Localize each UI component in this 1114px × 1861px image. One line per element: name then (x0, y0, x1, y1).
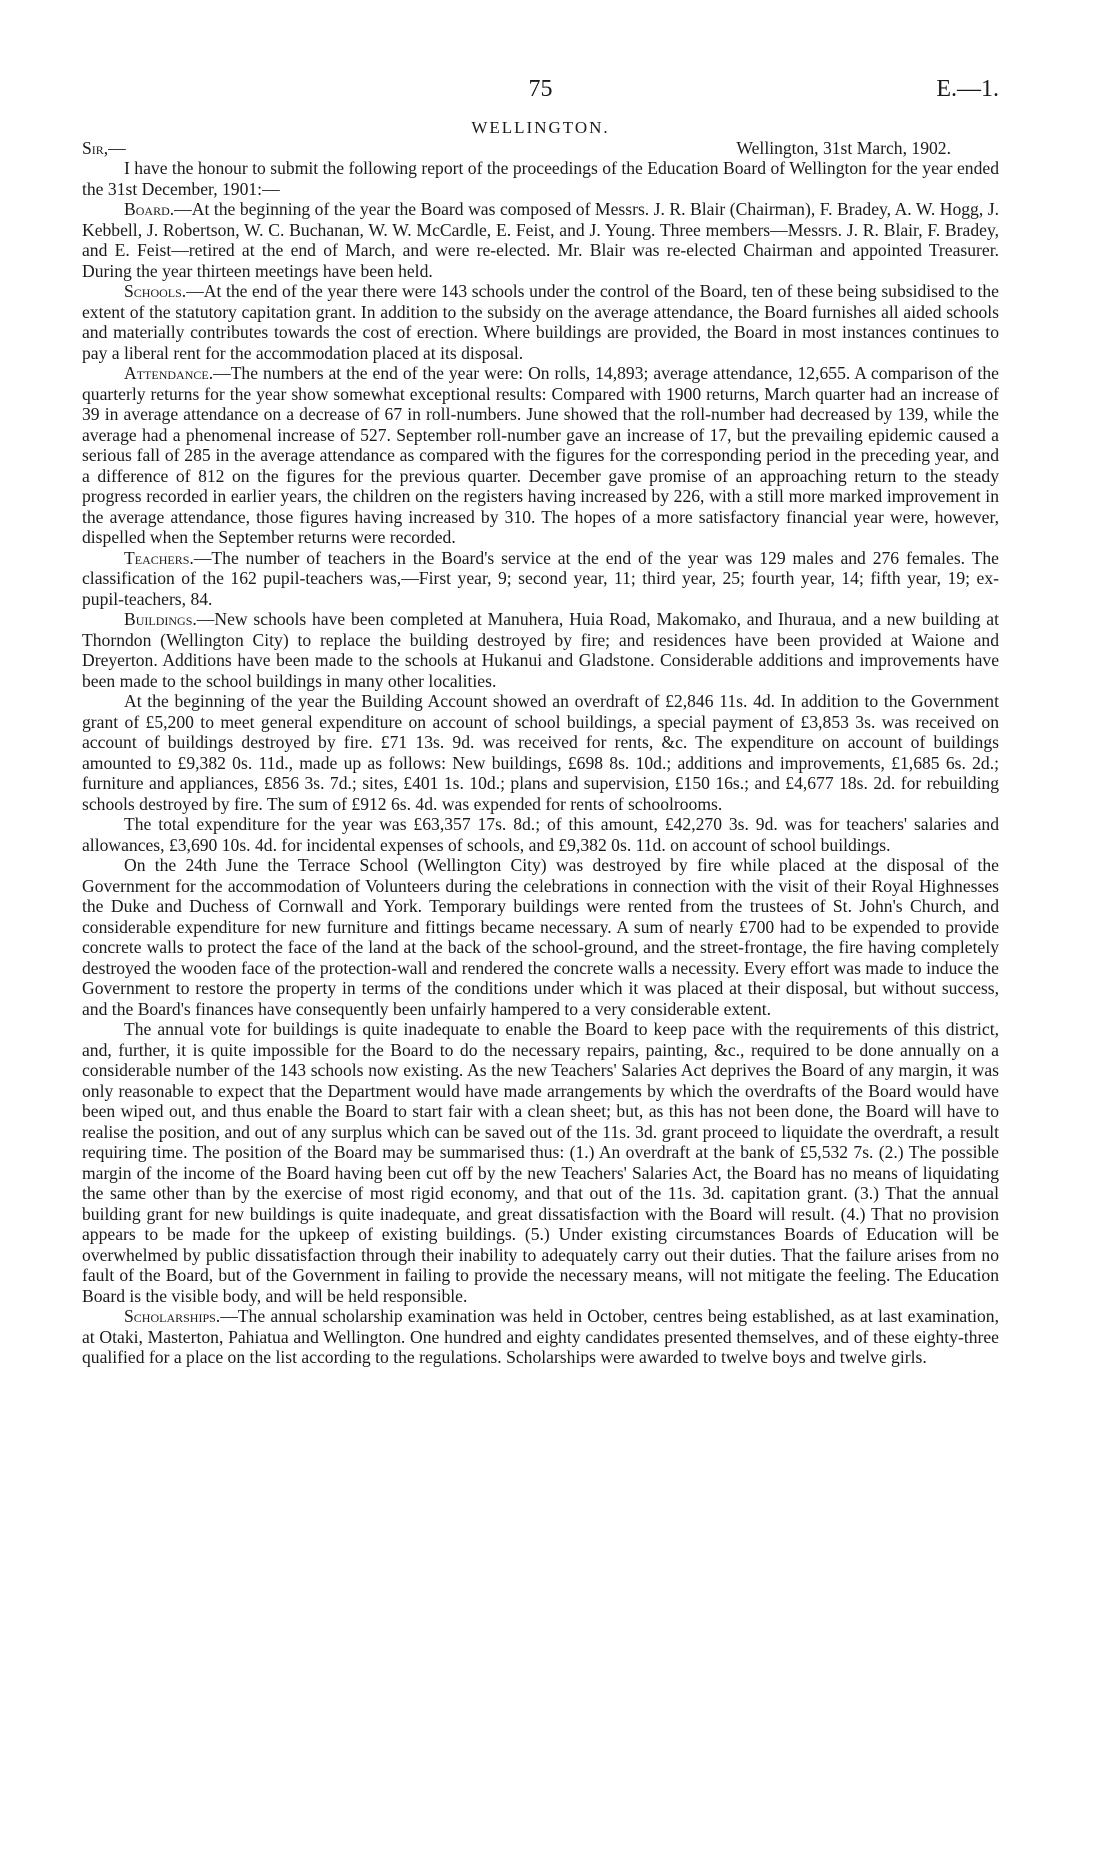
paragraph-attendance (82, 363, 999, 548)
report-body (82, 158, 999, 1368)
paragraph-text: At the beginning of the year the Building Account showed an overdraft of £2,846 11s. 4d. In addition to the Government grant of £5,200 to meet general expenditure on account of school buildings, a special payment of £3,853 3s. was received on account of buildings destroyed by fire. £71 13s. 9d. was received for rents, &c. The expenditure on account of buildings amounted to £9,382 0s. 11d., made up as follows: New buildings, £698 8s. 10d.; additions and improvements, £1,685 6s. 2d.; furniture and appliances, £856 3s. 7d.; sites, £401 1s. 10d.; plans and supervision, £150 16s.; and £4,677 18s. 2d. for rebuilding schools destroyed by fire. The sum of £912 6s. 4d. was expended for rents of schoolrooms. (82, 691, 999, 814)
section-lead: Schools. (124, 281, 187, 301)
page-number: 75 (528, 76, 553, 102)
paragraph-total-expenditure (82, 814, 999, 855)
paragraph-text: The annual vote for buildings is quite inadequate to enable the Board to keep pace with the requirements of this district, and, further, it is quite impossible for the Board to do the necessary repairs, painting, &c., required to be done annually on a considerable number of the 143 schools now existing. As the new Teachers' Salaries Act deprives the Board of any margin, it was only reasonable to expect that the Department would have made arrangements by which the overdrafts of the Board would have been wiped out, and thus enable the Board to start fair with a clean sheet; but, as this has not been done, the Board will have to realise the position, and out of any surplus which can be saved out of the 11s. 3d. grant proceed to liquidate the overdraft, a result requiring time. The position of the Board may be summarised thus: (1.) An overdraft at the bank of £5,532 7s. (2.) The possible margin of the income of the Board having been cut off by the new Teachers' Salaries Act, the Board has no means of liquidating the same other than by the exercise of most rigid economy, and that out of the 11s. 3d. capitation grant. (3.) That the annual building grant for new buildings is quite inadequate, and great dissatisfaction with the Board will result. (4.) That no provision appears to be made for the upkeep of existing buildings. (5.) Under existing circumstances Boards of Education will be overwhelmed by public dissatisfaction through their inability to adequately carry out their duties. That the failure arises from no fault of the Board, but of the Government in failing to provide the necessary means, will not mitigate the feeling. The Education Board is the visible body, and will be held responsible. (82, 1019, 999, 1306)
section-lead: Scholarships. (124, 1306, 221, 1326)
paragraph-text: —The number of teachers in the Board's service at the end of the year was 129 males and 276 females. The classification of the 162 pupil-teachers was,—First year, 9; second year, 11; third year, 25; fourth year, 14; fifth year, 19; ex-pupil-teachers, 84. (82, 547, 999, 609)
paragraph-annual-vote (82, 1019, 999, 1306)
paragraph-text: —New schools have been completed at Manuhera, Huia Road, Makomako, and Ihuraua, and a new building at Thorndon (Wellington City) to replace the building destroyed by fire; and residences have been provided at Waione and Dreyerton. Additions have been made to the schools at Hukanui and Gladstone. Considerable additions and improvements have been made to the school buildings in many other localities. (82, 609, 999, 691)
paragraph-text: —The annual scholarship examination was held in October, centres being established, as at last examination, at Otaki, Masterton, Pahiatua and Wellington. One hundred and eighty candidates presented themselves, and of these eighty-three qualified for a place on the list according to the regulations. Scholarships were awarded to twelve boys and twelve girls. (82, 1306, 999, 1367)
salutation-row (82, 138, 999, 158)
paragraph-text: —At the beginning of the year the Board was composed of Messrs. J. R. Blair (Chairman), F. Bradey, A. W. Hogg, J. Kebbell, J. Robertson, W. C. Buchanan, W. W. McCardle, E. Feist, and J. Young. Three members—Messrs. J. R. Blair, F. Bradey, and E. Feist—retired at the end of March, and were re-elected. Mr. Blair was re-elected Chairman and appointed Treasurer. During the year thirteen meetings have been held. (82, 199, 999, 281)
paragraph-board (82, 199, 999, 281)
paragraph-scholarships (82, 1306, 999, 1368)
paragraph-teachers (82, 548, 999, 610)
page-header (82, 70, 999, 114)
series-code: E.—1. (936, 76, 999, 102)
section-lead: Board. (124, 199, 175, 219)
paragraph-schools (82, 281, 999, 363)
paragraph-text: I have the honour to submit the following report of the proceedings of the Education Board of Wellington for the year ended the 31st December, 1901:— (82, 158, 999, 199)
document-page (82, 70, 999, 1368)
paragraph-terrace-school-fire (82, 855, 999, 1019)
paragraph-buildings (82, 609, 999, 691)
paragraph-text: —At the end of the year there were 143 schools under the control of the Board, ten of these being subsidised to the extent of the statutory capitation grant. In addition to the subsidy on the average attendance, the Board furnishes all aided schools and materially contributes towards the cost of erection. Where buildings are provided, the Board in most instances continues to pay a liberal rent for the accommodation placed at its disposal. (82, 281, 999, 363)
region-title: WELLINGTON. (471, 118, 610, 137)
salutation: Sir,— (82, 138, 126, 158)
paragraph-intro (82, 158, 999, 199)
paragraph-text: The total expenditure for the year was £63,357 17s. 8d.; of this amount, £42,270 3s. 9d. was for teachers' salaries and allowances, £3,690 10s. 4d. for incidental expenses of schools, and £9,382 0s. 11d. on account of school buildings. (82, 814, 999, 855)
paragraph-building-account (82, 691, 999, 814)
dateline: Wellington, 31st March, 1902. (736, 138, 951, 158)
section-lead: Buildings. (124, 609, 197, 629)
paragraph-text: On the 24th June the Terrace School (Wellington City) was destroyed by fire while placed at the disposal of the Government for the accommodation of Volunteers during the celebrations in connection with the visit of their Royal Highnesses the Duke and Duchess of Cornwall and York. Temporary buildings were rented from the trustees of St. John's Church, and considerable expenditure for new furniture and fittings became necessary. A sum of nearly £700 had to be expended to provide concrete walls to protect the face of the land at the back of the school-ground, and the street-frontage, the fire having completely destroyed the wooden face of the protection-wall and rendered the concrete walls a necessity. Every effort was made to induce the Government to restore the property in terms of the conditions under which it was placed at their disposal, but without success, and the Board's finances have consequently been unfairly hampered to a very considerable extent. (82, 855, 999, 1019)
section-lead: Teachers. (124, 547, 194, 568)
section-lead: Attendance. (124, 363, 214, 383)
paragraph-text: —The numbers at the end of the year were: On rolls, 14,893; average attendance, 12,655. A comparison of the quarterly returns for the year show somewhat exceptional results: Compared with 1900 returns, March quarter had an increase of 39 in average attendance on a decrease of 67 in roll-numbers. June showed that the roll-number had decreased by 139, while the average had a phenomenal increase of 527. September roll-number gave an increase of 17, but the prevailing epidemic caused a serious fall of 285 in the average attendance as compared with the figures for the corresponding period in the preceding year, and a difference of 812 on the figures for the previous quarter. December gave promise of an approaching return to the steady progress recorded in earlier years, the children on the registers having increased by 226, with a still more marked improvement in the average attendance, those figures having increased by 310. The hopes of a more satisfactory financial year were, however, dispelled when the September returns were recorded. (82, 363, 999, 547)
